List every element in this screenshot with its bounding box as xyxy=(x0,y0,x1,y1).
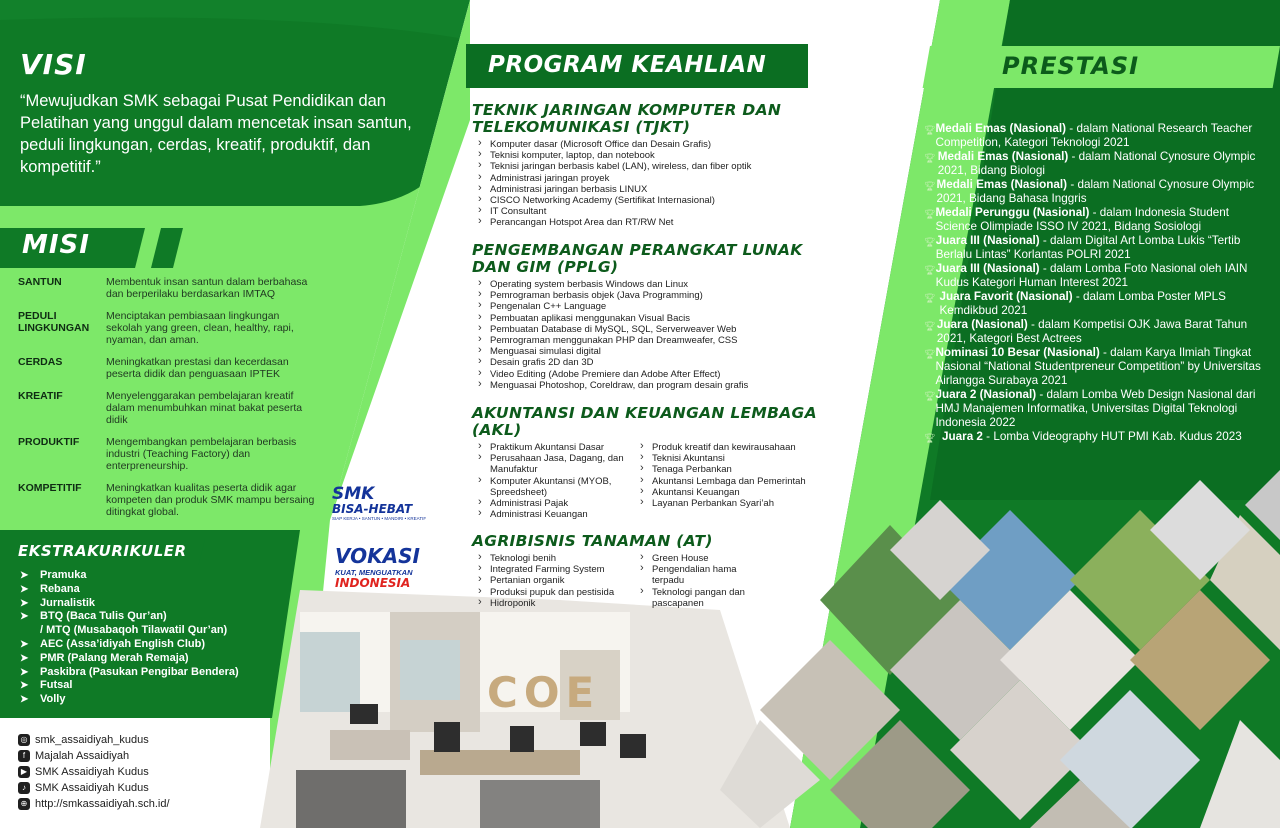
misi-key: PEDULI LINGKUNGAN xyxy=(18,310,90,334)
visi-text: “Mewujudkan SMK sebagai Pusat Pendidikan dan Pelatihan yang unggul dalam mencetak insan santun, peduli lingkungan, cerdas, kreatif, produktif, dan kompetitif.” xyxy=(20,92,412,176)
prestasi-item xyxy=(924,430,1264,445)
social-item-website[interactable] xyxy=(18,796,170,812)
list-item: › Pembuatan aplikasi menggunakan Visual Bacis xyxy=(472,313,832,324)
prestasi-item xyxy=(924,122,1264,150)
prestasi-item xyxy=(924,346,1264,388)
ekstra-item-label: BTQ (Baca Tulis Qur’an) xyxy=(40,610,167,623)
arrow-right-icon: ➤ xyxy=(20,652,29,664)
trophy-icon: 🏆︎ xyxy=(924,265,936,275)
prestasi-desc: - dalam National Cynosure Olympic 2021, Bidang Biologi xyxy=(937,150,1256,177)
list-item: › Administrasi jaringan proyek xyxy=(472,173,832,184)
ekstra-item xyxy=(20,597,290,611)
program-tjkt xyxy=(472,102,832,229)
list-item: › Integrated Farming System xyxy=(472,564,634,575)
list-item: › Teknologi benih xyxy=(472,553,634,564)
misi-key: CERDAS xyxy=(18,356,63,368)
ekstra-item xyxy=(20,652,290,666)
prestasi-award: Medali Perunggu (Nasional) xyxy=(935,206,1090,219)
list-item: › Menguasai simulasi digital xyxy=(472,346,832,357)
logo-vokasi-sub: KUAT, MENGUATKAN xyxy=(335,568,413,577)
ekstra-item-label: Futsal xyxy=(40,679,73,692)
arrow-right-icon: ➤ xyxy=(20,680,29,692)
list-item: › Teknisi jaringan berbasis kabel (LAN), wireless, dan fiber optik xyxy=(472,161,832,172)
instagram-icon: ◎ xyxy=(18,734,30,746)
misi-item xyxy=(18,482,318,518)
arrow-right-icon: ➤ xyxy=(20,694,29,706)
trophy-icon: 🏆︎ xyxy=(924,153,936,163)
arrow-right-icon: ➤ xyxy=(20,638,29,650)
list-item: › Administrasi Keuangan xyxy=(472,509,634,520)
program-title: PROGRAM KEAHLIAN xyxy=(488,52,767,78)
prestasi-award: Nominasi 10 Besar (Nasional) xyxy=(935,346,1100,359)
logo-vokasi-text: VOKASI xyxy=(335,544,420,568)
prestasi-desc: - dalam Digital Art Lomba Lukis “Tertib Berlalu Lintas” Korlantas POLRI 2021 xyxy=(935,234,1241,261)
program-pplg xyxy=(472,242,832,391)
misi-item xyxy=(18,390,318,426)
program-heading: TEKNIK JARINGAN KOMPUTER DAN TELEKOMUNIKASI (TJKT) xyxy=(472,101,782,136)
vokasi-logo xyxy=(335,544,425,590)
trophy-icon: 🏆︎ xyxy=(924,433,936,443)
ekstra-item xyxy=(20,693,290,707)
list-item: › Pemrograman menggunakan PHP dan Dreamweafer, CSS xyxy=(472,335,832,346)
prestasi-desc: - dalam Lomba Foto Nasional oleh IAIN Kudus Kategori Human Interest 2021 xyxy=(935,262,1248,289)
misi-key: KREATIF xyxy=(18,390,63,402)
misi-key: PRODUKTIF xyxy=(18,436,80,448)
prestasi-award: Juara III (Nasional) xyxy=(935,234,1040,247)
arrow-right-icon: ➤ xyxy=(20,666,29,678)
arrow-right-icon: ➤ xyxy=(20,597,29,609)
social-label[interactable]: http://smkassaidiyah.sch.id/ xyxy=(35,798,170,810)
misi-item xyxy=(18,310,318,346)
trophy-icon: 🏆︎ xyxy=(924,293,936,303)
program-list xyxy=(472,139,832,229)
list-item: › Produksi pupuk dan pestisida xyxy=(472,587,634,598)
ekstra-item-label: PMR (Palang Merah Remaja) xyxy=(40,651,189,664)
list-item: › Green House xyxy=(634,553,764,564)
list-item: › Perusahaan Jasa, Dagang, dan Manufaktur xyxy=(472,453,634,475)
program-akl xyxy=(472,405,832,520)
prestasi-award: Juara 2 xyxy=(942,430,983,443)
ekstra-item-label: Volly xyxy=(40,693,66,706)
prestasi-desc: - dalam Lomba Web Design Nasional dari HMJ Manajemen Informatika, Universitas Digital Teknologi Indonesia 2022 xyxy=(935,388,1256,429)
social-label[interactable]: Majalah Assaidiyah xyxy=(35,750,130,762)
prestasi-item xyxy=(924,150,1264,178)
prestasi-award: Medali Emas (Nasional) xyxy=(937,150,1069,163)
list-item: › Video Editing (Adobe Premiere dan Adobe After Effect) xyxy=(472,369,832,380)
list-item: › Akuntansi Keuangan xyxy=(634,487,832,498)
social-label[interactable]: SMK Assaidiyah Kudus xyxy=(35,782,149,794)
prestasi-desc: - Lomba Videography HUT PMI Kab. Kudus 2023 xyxy=(982,430,1242,443)
visi-title: VISI xyxy=(20,48,87,81)
list-item: › Teknisi komputer, laptop, dan notebook xyxy=(472,150,832,161)
misi-list xyxy=(18,276,318,528)
list-item: › Desain grafis 2D dan 3D xyxy=(472,357,832,368)
list-item: › Administrasi Pajak xyxy=(472,498,634,509)
ekstra-item xyxy=(20,569,290,583)
program-heading: AKUNTANSI DAN KEUANGAN LEMBAGA (AKL) xyxy=(472,404,817,439)
list-item: › Hidroponik xyxy=(472,598,634,609)
list-item: › Pemrograman berbasis objek (Java Programming) xyxy=(472,290,832,301)
ekstra-item-label: / MTQ (Musabaqoh Tilawatil Qur’an) xyxy=(40,624,228,637)
coe-sign: COE xyxy=(487,668,601,717)
prestasi-title: PRESTASI xyxy=(1002,52,1140,80)
misi-value: Membentuk insan santun dalam berbahasa dan berperilaku berdasarkan IMTAQ xyxy=(106,276,308,300)
ekstra-item xyxy=(20,679,290,693)
misi-value: Meningkatkan prestasi dan kecerdasan peserta didik dan penguasaan IPTEK xyxy=(106,356,289,380)
misi-key: KOMPETITIF xyxy=(18,482,82,494)
prestasi-list xyxy=(924,122,1264,445)
arrow-right-icon: ➤ xyxy=(20,611,29,623)
program-list-right xyxy=(634,442,832,520)
program-at xyxy=(472,533,832,609)
trophy-icon: 🏆︎ xyxy=(924,181,936,191)
program-list-right xyxy=(634,553,764,609)
social-label[interactable]: smk_assaidiyah_kudus xyxy=(35,734,149,746)
prestasi-award: Medali Emas (Nasional) xyxy=(936,178,1068,191)
ekstra-item xyxy=(20,624,290,638)
prestasi-item xyxy=(924,388,1264,430)
misi-item xyxy=(18,276,318,300)
prestasi-desc: - dalam National Cynosure Olympic 2021, Bidang Bahasa Inggris xyxy=(936,178,1255,205)
prestasi-item xyxy=(924,178,1264,206)
social-links xyxy=(18,732,170,812)
logo-vokasi-country: INDONESIA xyxy=(335,576,411,590)
misi-item xyxy=(18,436,318,472)
social-item-instagram[interactable] xyxy=(18,732,170,748)
program-list-left xyxy=(472,553,634,609)
ekstra-item-label: Rebana xyxy=(40,582,80,595)
prestasi-desc: - dalam Kompetisi OJK Jawa Barat Tahun 2021, Kategori Best Actrees xyxy=(936,318,1248,345)
social-item-tiktok[interactable] xyxy=(18,780,170,796)
prestasi-desc: - dalam Lomba Poster MPLS Kemdikbud 2021 xyxy=(939,290,1226,317)
logo-smk-text: SMK xyxy=(332,484,375,504)
prestasi-item xyxy=(924,318,1264,346)
facebook-icon: f xyxy=(18,750,30,762)
misi-key: SANTUN xyxy=(18,276,62,288)
list-item: › Pertanian organik xyxy=(472,575,634,586)
ekstra-item-label: AEC (Assa’idiyah English Club) xyxy=(40,637,206,650)
ekstra-item xyxy=(20,638,290,652)
trophy-icon: 🏆︎ xyxy=(924,349,936,359)
misi-title: MISI xyxy=(22,230,90,260)
prestasi-award: Juara (Nasional) xyxy=(936,318,1028,331)
trophy-icon: 🏆︎ xyxy=(924,321,936,331)
misi-value: Mengembangkan pembelajaran berbasis industri (Teaching Factory) dan enterpreneurship. xyxy=(106,436,297,472)
arrow-right-icon: ➤ xyxy=(20,583,29,595)
program-list xyxy=(472,279,832,391)
list-item: › Pengenalan C++ Language xyxy=(472,301,832,312)
ekstra-item xyxy=(20,610,290,624)
list-item: › Akuntansi Lembaga dan Pemerintah xyxy=(634,476,832,487)
program-list-left xyxy=(472,442,634,520)
prestasi-item xyxy=(924,290,1264,318)
list-item: › IT Consultant xyxy=(472,206,832,217)
list-item: › Pembuatan Database di MySQL, SQL, Serverweaver Web xyxy=(472,324,832,335)
logo-smk-sub: BISA-HEBAT xyxy=(332,502,413,516)
list-item: › Perancangan Hotspot Area dan RT/RW Net xyxy=(472,217,832,228)
globe-icon: ⊕ xyxy=(18,798,30,810)
ekstra-item xyxy=(20,666,290,680)
prestasi-award: Medali Emas (Nasional) xyxy=(935,122,1067,135)
ekstra-item-label: Pramuka xyxy=(40,569,87,581)
list-item: › Pengendalian hama terpadu xyxy=(634,564,764,586)
list-item: › Komputer Akuntansi (MYOB, Spreedsheet) xyxy=(472,476,634,498)
misi-value: Meningkatkan kualitas peserta didik agar kompeten dan produk SMK mampu bersaing ditingkat global. xyxy=(106,482,315,518)
trophy-icon: 🏆︎ xyxy=(924,125,936,135)
list-item: › Teknisi Akuntansi xyxy=(634,453,832,464)
prestasi-item xyxy=(924,206,1264,234)
list-item: › Praktikum Akuntansi Dasar xyxy=(472,442,634,453)
social-item-youtube[interactable] xyxy=(18,764,170,780)
prestasi-award: Juara III (Nasional) xyxy=(935,262,1040,275)
ekstra-list xyxy=(20,569,290,707)
trophy-icon: 🏆︎ xyxy=(924,237,936,247)
prestasi-award: Juara 2 (Nasional) xyxy=(935,388,1037,401)
list-item: › Komputer dasar (Microsoft Office dan Desain Grafis) xyxy=(472,139,832,150)
smk-bisa-hebat-logo xyxy=(332,484,432,521)
social-item-facebook[interactable] xyxy=(18,748,170,764)
list-item: › Menguasai Photoshop, Coreldraw, dan program desain grafis xyxy=(472,380,832,391)
list-item: › CISCO Networking Academy (Sertifikat Internasional) xyxy=(472,195,832,206)
list-item: › Administrasi jaringan berbasis LINUX xyxy=(472,184,832,195)
misi-value: Menyelenggarakan pembelajaran kreatif dalam menumbuhkan minat bakat peserta didik xyxy=(106,390,303,426)
list-item: › Produk kreatif dan kewirausahaan xyxy=(634,442,832,453)
arrow-right-icon: ➤ xyxy=(20,570,29,581)
ekstra-item-label: Jurnalistik xyxy=(40,596,96,609)
tiktok-icon: ♪ xyxy=(18,782,30,794)
ekstra-item xyxy=(20,583,290,597)
youtube-icon: ▶ xyxy=(18,766,30,778)
prestasi-item xyxy=(924,262,1264,290)
prestasi-award: Juara Favorit (Nasional) xyxy=(939,290,1073,303)
social-label[interactable]: SMK Assaidiyah Kudus xyxy=(35,766,149,778)
misi-item xyxy=(18,356,318,380)
list-item: › Operating system berbasis Windows dan Linux xyxy=(472,279,832,290)
prestasi-desc: - dalam National Research Teacher Competition, Kategori Teknologi 2021 xyxy=(935,122,1253,149)
ekstra-title: EKSTRAKURIKULER xyxy=(18,542,187,560)
ekstra-item-label: Paskibra (Pasukan Pengibar Bendera) xyxy=(40,665,239,678)
list-item: › Layanan Perbankan Syari’ah xyxy=(634,498,832,509)
list-item: › Teknologi pangan dan pascapanen xyxy=(634,587,764,609)
program-heading: PENGEMBANGAN PERANGKAT LUNAK DAN GIM (PPLG) xyxy=(472,241,803,276)
logo-smk-tag: SIAP KERJA • SANTUN • MANDIRI • KREATIF xyxy=(332,516,427,521)
prestasi-item xyxy=(924,234,1264,262)
trophy-icon: 🏆︎ xyxy=(924,209,936,219)
program-heading: AGRIBISNIS TANAMAN (AT) xyxy=(472,532,713,550)
prestasi-desc: - dalam Indonesia Student Science Olimpiade ISSO IV 2021, Bidang Sosiologi xyxy=(935,206,1230,233)
list-item: › Tenaga Perbankan xyxy=(634,464,832,475)
prestasi-desc: - dalam Karya Ilmiah Tingkat Nasional “National Studentpreneur Competition” by Universitas Airlangga Surabaya 2021 xyxy=(935,346,1261,387)
misi-value: Menciptakan pembiasaan lingkungan sekolah yang green, clean, healthy, rapi, nyaman, dan aman. xyxy=(106,310,294,346)
trophy-icon: 🏆︎ xyxy=(924,391,936,401)
